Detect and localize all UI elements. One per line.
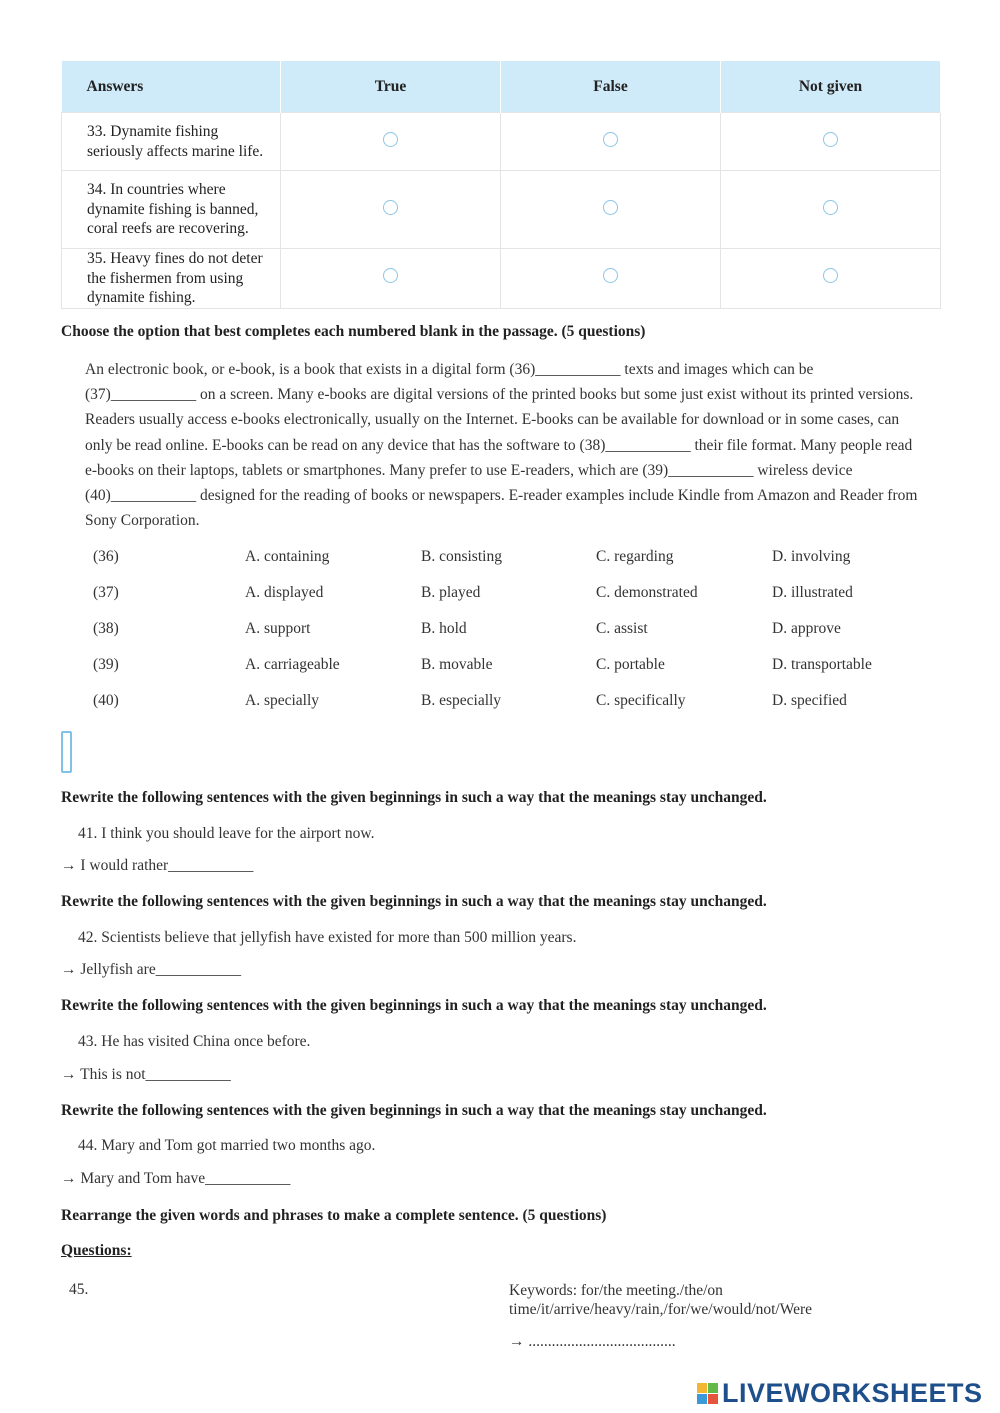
option-d[interactable]: D. specified xyxy=(772,692,847,709)
question-45-number: 45. xyxy=(69,1281,89,1298)
logo-text: LIVEWORKSHEETS xyxy=(722,1377,983,1408)
table-row xyxy=(62,113,941,171)
rewrite-sentence-43: 43. He has visited China once before. xyxy=(78,1033,311,1050)
radio-35-true[interactable] xyxy=(383,268,398,283)
header-not-given: Not given xyxy=(721,61,941,113)
cloze-instruction: Choose the option that best completes each numbered blank in the passage. (5 questions) xyxy=(61,323,646,340)
radio-34-not-given[interactable] xyxy=(823,200,838,215)
table-header-row xyxy=(62,61,941,113)
radio-33-not-given[interactable] xyxy=(823,132,838,147)
option-a[interactable]: A. specially xyxy=(245,692,320,709)
rewrite-instruction: Rewrite the following sentences with the given beginnings in such a way that the meanings stay unchanged. xyxy=(61,1102,767,1119)
rewrite-answer-44[interactable]: → Mary and Tom have___________ xyxy=(61,1170,291,1187)
question-number: (36) xyxy=(93,548,119,565)
table-row xyxy=(62,171,941,249)
questions-label: Questions: xyxy=(61,1242,132,1259)
rewrite-instruction: Rewrite the following sentences with the given beginnings in such a way that the meanings stay unchanged. xyxy=(61,997,767,1014)
option-c[interactable]: C. portable xyxy=(596,656,665,673)
option-d[interactable]: D. transportable xyxy=(772,656,872,673)
radio-34-true[interactable] xyxy=(383,200,398,215)
radio-35-false[interactable] xyxy=(603,268,618,283)
liveworksheets-logo xyxy=(697,1378,983,1408)
rewrite-sentence-42: 42. Scientists believe that jellyfish have existed for more than 500 million years. xyxy=(78,929,577,946)
option-b[interactable]: B. played xyxy=(421,584,481,601)
question-number: (39) xyxy=(93,656,119,673)
option-d[interactable]: D. illustrated xyxy=(772,584,853,601)
option-b[interactable]: B. especially xyxy=(421,692,502,709)
option-c[interactable]: C. specifically xyxy=(596,692,686,709)
rewrite-sentence-44: 44. Mary and Tom got married two months ago. xyxy=(78,1137,376,1154)
rewrite-instruction: Rewrite the following sentences with the given beginnings in such a way that the meanings stay unchanged. xyxy=(61,789,767,806)
header-answers: Answers xyxy=(62,61,281,113)
rewrite-answer-42[interactable]: → Jellyfish are___________ xyxy=(61,961,241,978)
statement-35: 35. Heavy fines do not deter the fishermen from using dynamite fishing. xyxy=(62,249,281,309)
option-d[interactable]: D. approve xyxy=(772,620,841,637)
rewrite-instruction: Rewrite the following sentences with the given beginnings in such a way that the meanings stay unchanged. xyxy=(61,893,767,910)
option-row-39 xyxy=(0,656,1000,676)
radio-34-false[interactable] xyxy=(603,200,618,215)
radio-35-not-given[interactable] xyxy=(823,268,838,283)
option-c[interactable]: C. demonstrated xyxy=(596,584,698,601)
option-a[interactable]: A. containing xyxy=(245,548,330,565)
option-row-37 xyxy=(0,584,1000,604)
option-c[interactable]: C. assist xyxy=(596,620,648,637)
cloze-passage: An electronic book, or e-book, is a book that exists in a digital form (36)___________ texts and images which can be (37)___________ on a screen. Many e-books are digital versions of the printed books but some just exist without its printed versions. Readers usually access e-books electronically, usually on the Internet. E-books can be available for download or in some cases, can only be read online. E-books can be read on any device that has the software to (38)___________ their file format. Many people read e-books on their laptops, tablets or smartphones. Many prefer to use E-readers, which are (39)___________ wireless device (40)___________ designed for the reading of books or newspapers. E-reader examples include Kindle from Amazon and Reader from Sony Corporation. xyxy=(85,361,918,530)
option-b[interactable]: B. movable xyxy=(421,656,493,673)
option-a[interactable]: A. carriageable xyxy=(245,656,340,673)
rewrite-answer-43[interactable]: → This is not___________ xyxy=(61,1066,231,1083)
logo-mark-icon xyxy=(697,1383,718,1404)
option-b[interactable]: B. hold xyxy=(421,620,467,637)
true-false-table xyxy=(61,61,941,309)
radio-33-true[interactable] xyxy=(383,132,398,147)
option-b[interactable]: B. consisting xyxy=(421,548,502,565)
question-45-answer[interactable]: → ...................................... xyxy=(509,1333,676,1350)
question-number: (38) xyxy=(93,620,119,637)
option-c[interactable]: C. regarding xyxy=(596,548,674,565)
header-true: True xyxy=(281,61,501,113)
option-d[interactable]: D. involving xyxy=(772,548,851,565)
rewrite-answer-41[interactable]: → I would rather___________ xyxy=(61,857,254,874)
option-row-36 xyxy=(0,548,1000,568)
option-a[interactable]: A. support xyxy=(245,620,311,637)
statement-33: 33. Dynamite fishing seriously affects marine life. xyxy=(62,113,281,171)
rewrite-sentence-41: 41. I think you should leave for the airport now. xyxy=(78,825,375,842)
question-45-keywords: Keywords: for/the meeting./the/on time/it/arrive/heavy/rain,/for/we/would/not/Were xyxy=(509,1282,813,1318)
option-row-38 xyxy=(0,620,1000,640)
statement-34: 34. In countries where dynamite fishing is banned, coral reefs are recovering. xyxy=(62,171,281,249)
rearrange-instruction: Rearrange the given words and phrases to make a complete sentence. (5 questions) xyxy=(61,1207,607,1224)
table-row xyxy=(62,249,941,309)
header-false: False xyxy=(501,61,721,113)
answer-input-box[interactable] xyxy=(61,731,72,773)
question-number: (40) xyxy=(93,692,119,709)
option-a[interactable]: A. displayed xyxy=(245,584,324,601)
radio-33-false[interactable] xyxy=(603,132,618,147)
option-row-40 xyxy=(0,692,1000,712)
question-number: (37) xyxy=(93,584,119,601)
